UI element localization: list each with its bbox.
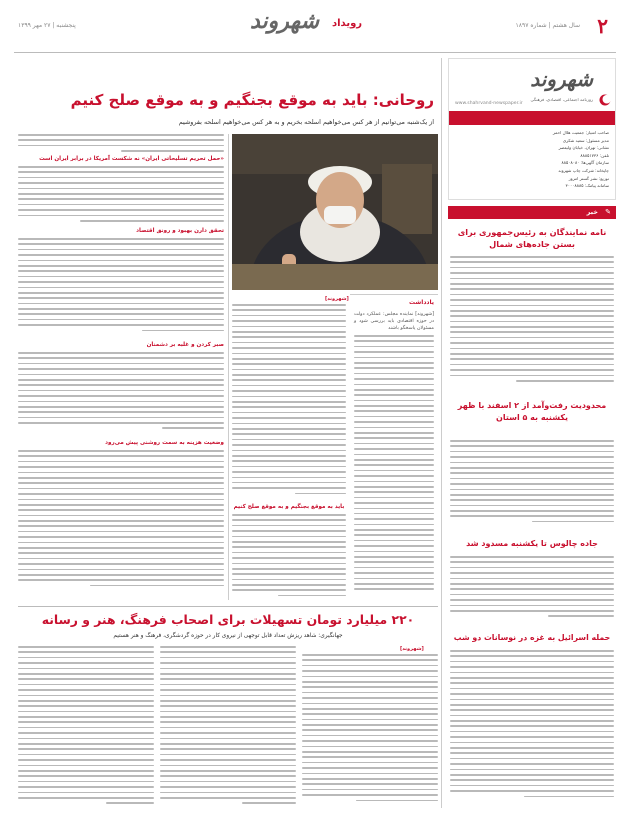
header-logo-text: شهروند: [250, 8, 320, 34]
masthead-info-line: چاپخانه: شرکت چاپ شهروند: [558, 167, 609, 173]
right-story-2-headline: محدودیت رفت‌وآمد از ۲ اسفند با ظهر یکشنبه به ۵ استان: [457, 401, 607, 422]
masthead-box: [448, 58, 616, 200]
header-logo: [250, 8, 319, 34]
header-divider: [14, 52, 616, 53]
masthead-info-line: توزیع: نشر گستر امروز: [568, 175, 609, 181]
issue-text: سال هشتم | شماره ۱۸۹۷: [515, 22, 580, 29]
right-story-3-headline: جاده چالوس تا یکشنبه مسدود شد: [466, 539, 598, 548]
masthead-subtitle: روزنامه اجتماعی، اقتصادی، فرهنگی: [530, 97, 593, 102]
masthead-info-line: مدیر مسئول: سعید شکری: [562, 137, 609, 143]
main-headline: روحانی: باید به موقع بجنگیم و به موقع صلح کنیم: [70, 91, 434, 109]
sidebar-quote-box: [350, 294, 438, 600]
president-photo-illustration: [232, 134, 438, 290]
page-number: ۲: [597, 14, 608, 38]
main-photo: [232, 134, 438, 290]
main-subhead-4: وضعیت هزینه به سمت روشنی پیش می‌رود: [105, 440, 224, 446]
main-lead: [شهروند]: [325, 296, 349, 302]
masthead-logo: شهروند: [530, 67, 593, 91]
right-story-1-body: [450, 256, 614, 384]
sidebar-quote-body: [354, 335, 434, 597]
masthead-info-line: صاحب امتیاز: جمعیت هلال احمر: [552, 130, 609, 135]
masthead-website: www.shahrvand-newspaper.ir: [455, 101, 523, 106]
right-story-4-body: [450, 650, 614, 806]
main-body-col-1b: [18, 166, 224, 224]
masthead-info-line: تلفن: ۸۸۸۵۱۷۳۶: [580, 152, 609, 158]
right-story-3-body: [450, 556, 614, 622]
main-body-col-2b: [232, 514, 346, 598]
bottom-subheadline: جهانگیری: شاهد ریزش تعداد قابل توجهی از نیروی کار در حوزه گردشگری، فرهنگ و هنر هستیم: [113, 633, 343, 639]
main-body-col-2: [232, 304, 346, 500]
masthead-info-line: سامانه پیامک: ۳۰۰۰۸۸۸۵: [565, 183, 609, 189]
sidebar-quote-label: یادداشت: [409, 299, 434, 306]
news-section-tag: خبر: [586, 208, 598, 216]
pen-icon: ✎: [605, 208, 611, 216]
main-col-divider: [228, 134, 229, 600]
right-story-2-body: [450, 440, 614, 528]
main-body-col-1c: [18, 238, 224, 338]
section-label: رویداد: [332, 18, 363, 29]
sidebar-quote-text: [شهروند] نماینده مجلس: عملکرد دولت در حوزه اقتصادی باید بررسی شود و مسئولان پاسخگو باشند: [354, 312, 434, 331]
masthead-info-line: نشانی: تهران، خیابان ولیعصر: [558, 145, 609, 151]
masthead-info: [455, 129, 609, 190]
main-body-col-1d: [18, 352, 224, 436]
main-subheadline: از یک‌شنبه می‌توانیم از هر کس می‌خواهیم اسلحه بخریم و به هر کس می‌خواهیم اسلحه بفروشیم: [178, 118, 434, 126]
main-subhead-5: باید به موقع بجنگیم و به موقع صلح کنیم: [233, 504, 345, 510]
bottom-divider: [18, 606, 438, 607]
bottom-headline: ۲۲۰ میلیارد تومان تسهیلات برای اصحاب فرهنگ، هنر و رسانه: [41, 612, 415, 627]
main-body-col-1e: [18, 450, 224, 598]
main-subhead-3: صبر کردن و غلبه بر دشمنان: [146, 342, 224, 348]
right-story-1-headline: نامه نمایندگان به رئیس‌جمهوری برای بستن جاده‌های شمال: [457, 227, 607, 249]
page-header: [0, 0, 630, 60]
main-subhead-2: تحقق دارن بهبود و رونق اقتصاد: [136, 228, 224, 234]
bottom-lead: [شهروند]: [400, 646, 424, 652]
bottom-body-col-1: [18, 646, 154, 808]
right-story-4-headline: حمله اسرائیل به غزه در نوسانات دو شب: [453, 633, 611, 642]
news-section-bar: [448, 206, 616, 219]
masthead-info-line: سازمان آگهی‌ها: ۸۸۵۰۸۰۸۰: [561, 160, 609, 166]
main-subhead-1: «حمل تحریم تسلیحاتی ایران» نه شکست آمریکا در برابر ایران است: [39, 156, 224, 162]
masthead-info-band: [449, 111, 615, 125]
column-divider: [441, 58, 442, 808]
red-crescent-icon: [599, 91, 611, 103]
bottom-body-col-2: [160, 646, 296, 808]
main-body-col-1a: [18, 134, 224, 156]
date-text: پنجشنبه | ۲۷ مهر ۱۳۹۹: [18, 22, 76, 29]
bottom-body-col-3: [302, 654, 438, 808]
